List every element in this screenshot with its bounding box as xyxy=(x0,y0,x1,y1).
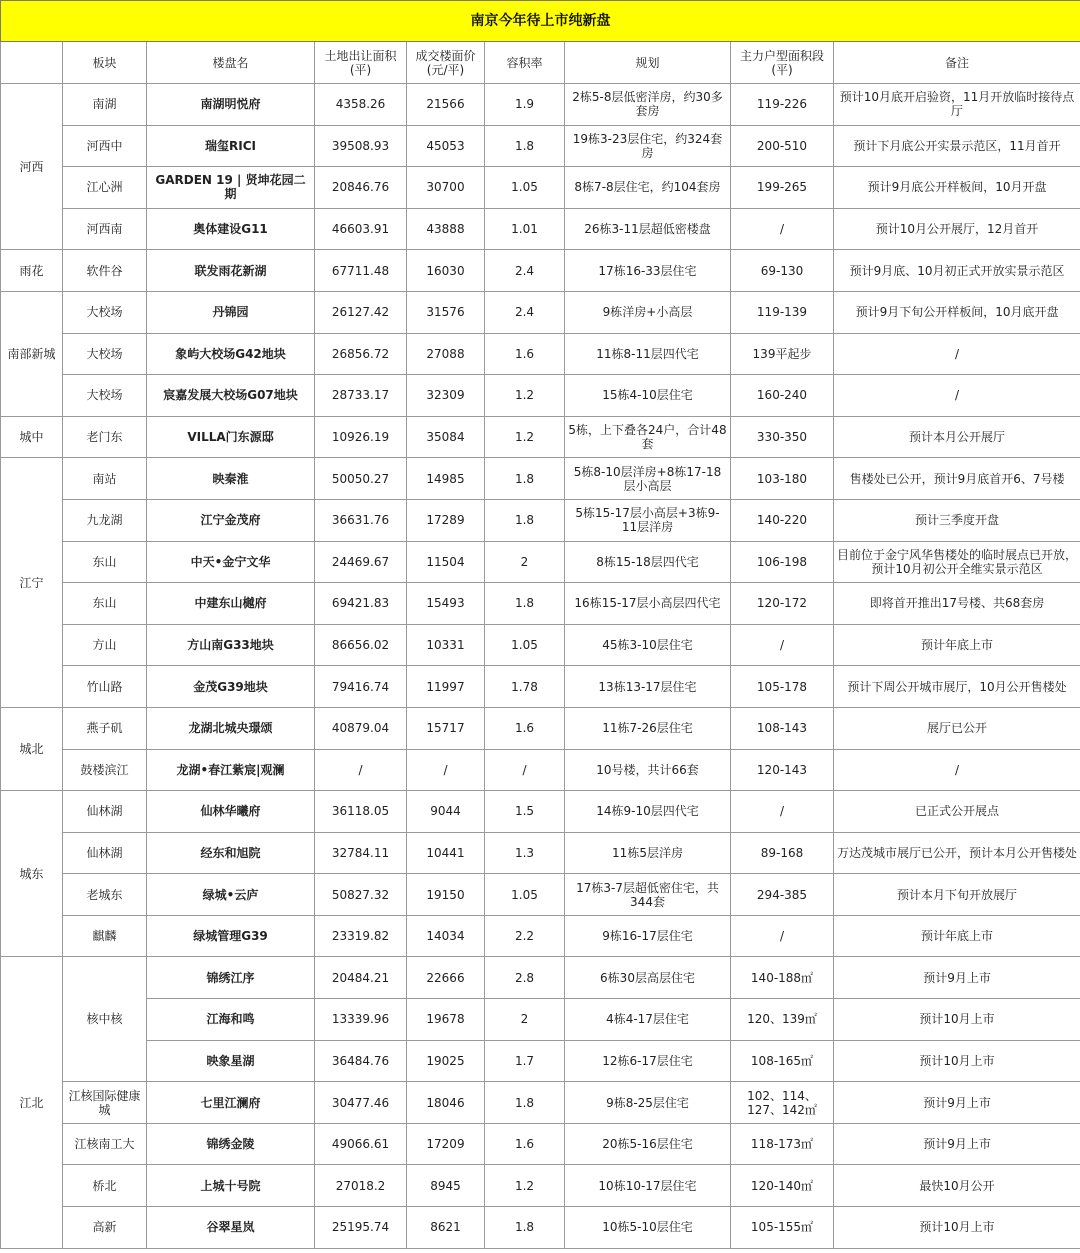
cell-note: 预计下周公开城市展厅，10月公开售楼处 xyxy=(834,666,1080,708)
cell-unit: 140-220 xyxy=(731,499,834,541)
cell-plan: 11栋5层洋房 xyxy=(565,832,731,874)
table-row xyxy=(1,874,1080,916)
cell-area: 26127.42 xyxy=(315,291,407,333)
cell-area: 26856.72 xyxy=(315,333,407,375)
table-row xyxy=(1,707,1080,749)
cell-area: 67711.48 xyxy=(315,250,407,292)
cell-plan: 8栋15-18层四代宅 xyxy=(565,541,731,583)
cell-area: 4358.26 xyxy=(315,84,407,126)
cell-name: 联发雨花新湖 xyxy=(147,250,315,292)
cell-price: 11504 xyxy=(407,541,485,583)
cell-block: 河西南 xyxy=(63,208,147,250)
cell-area: 50050.27 xyxy=(315,458,407,500)
cell-unit: 118-173㎡ xyxy=(731,1123,834,1165)
cell-unit: 103-180 xyxy=(731,458,834,500)
cell-plan: 13栋13-17层住宅 xyxy=(565,666,731,708)
cell-unit: / xyxy=(731,791,834,833)
cell-area: 39508.93 xyxy=(315,125,407,167)
cell-unit: 119-139 xyxy=(731,291,834,333)
cell-unit: 119-226 xyxy=(731,84,834,126)
cell-block: 方山 xyxy=(63,624,147,666)
cell-unit: 105-155㎡ xyxy=(731,1207,834,1249)
cell-plan: 17栋16-33层住宅 xyxy=(565,250,731,292)
cell-note: 预计9月上市 xyxy=(834,1123,1080,1165)
cell-block: 大校场 xyxy=(63,291,147,333)
cell-unit: 199-265 xyxy=(731,167,834,209)
cell-block: 燕子矶 xyxy=(63,707,147,749)
cell-area: 36118.05 xyxy=(315,791,407,833)
cell-area: 69421.83 xyxy=(315,583,407,625)
cell-far: 2 xyxy=(485,541,565,583)
header-plan: 规划 xyxy=(565,42,731,84)
cell-far: 1.8 xyxy=(485,1207,565,1249)
cell-name: 映象星湖 xyxy=(147,1040,315,1082)
cell-block: 东山 xyxy=(63,541,147,583)
cell-plan: 19栋3-23层住宅，约324套房 xyxy=(565,125,731,167)
cell-name: 中天•金宁文华 xyxy=(147,541,315,583)
cell-unit: 105-178 xyxy=(731,666,834,708)
cell-note: 预计年底上市 xyxy=(834,624,1080,666)
cell-plan: 11栋8-11层四代宅 xyxy=(565,333,731,375)
cell-district: 江宁 xyxy=(1,458,63,708)
cell-note: 预计10月上市 xyxy=(834,1207,1080,1249)
cell-note: 预计下月底公开实景示范区，11月首开 xyxy=(834,125,1080,167)
table-row xyxy=(1,1082,1080,1124)
cell-name: GARDEN 19 | 贤坤花园二期 xyxy=(147,167,315,209)
table-row xyxy=(1,1207,1080,1249)
cell-name: 金茂G39地块 xyxy=(147,666,315,708)
cell-note: 预计10月上市 xyxy=(834,999,1080,1041)
table-row xyxy=(1,250,1080,292)
cell-note: 目前位于金宁风华售楼处的临时展点已开放，预计10月初公开全维实景示范区 xyxy=(834,541,1080,583)
cell-block: 南湖 xyxy=(63,84,147,126)
cell-name: 龙湖北城央璟颂 xyxy=(147,707,315,749)
table-row xyxy=(1,208,1080,250)
cell-area: 40879.04 xyxy=(315,707,407,749)
cell-area: 20484.21 xyxy=(315,957,407,999)
cell-price: 43888 xyxy=(407,208,485,250)
cell-area: 20846.76 xyxy=(315,167,407,209)
cell-unit: 120-143 xyxy=(731,749,834,791)
cell-name: 龙湖•春江紫宸|观澜 xyxy=(147,749,315,791)
cell-block: 仙林湖 xyxy=(63,791,147,833)
table-row xyxy=(1,125,1080,167)
cell-name: 七里江澜府 xyxy=(147,1082,315,1124)
cell-price: 17289 xyxy=(407,499,485,541)
cell-far: / xyxy=(485,749,565,791)
cell-area: 36484.76 xyxy=(315,1040,407,1082)
cell-far: 1.5 xyxy=(485,791,565,833)
cell-area: 27018.2 xyxy=(315,1165,407,1207)
cell-note: 预计9月底、10月初正式开放实景示范区 xyxy=(834,250,1080,292)
table-row xyxy=(1,624,1080,666)
cell-price: 21566 xyxy=(407,84,485,126)
header-block: 板块 xyxy=(63,42,147,84)
table-row xyxy=(1,957,1080,999)
cell-note: 即将首开推出17号楼、共68套房 xyxy=(834,583,1080,625)
cell-note: 预计10月上市 xyxy=(834,1040,1080,1082)
cell-district: 雨花 xyxy=(1,250,63,292)
cell-block: 鼓楼滨江 xyxy=(63,749,147,791)
cell-price: 9044 xyxy=(407,791,485,833)
table-row xyxy=(1,832,1080,874)
header-far: 容积率 xyxy=(485,42,565,84)
cell-price: 17209 xyxy=(407,1123,485,1165)
cell-far: 1.8 xyxy=(485,499,565,541)
cell-plan: 8栋7-8层住宅，约104套房 xyxy=(565,167,731,209)
cell-note: 预计9月上市 xyxy=(834,957,1080,999)
cell-block: 仙林湖 xyxy=(63,832,147,874)
cell-district: 城北 xyxy=(1,707,63,790)
cell-plan: 10栋5-10层住宅 xyxy=(565,1207,731,1249)
cell-name: 宸嘉发展大校场G07地块 xyxy=(147,375,315,417)
cell-area: 24469.67 xyxy=(315,541,407,583)
cell-unit: 102、114、127、142㎡ xyxy=(731,1082,834,1124)
cell-area: 49066.61 xyxy=(315,1123,407,1165)
cell-area: 46603.91 xyxy=(315,208,407,250)
cell-far: 1.7 xyxy=(485,1040,565,1082)
cell-far: 1.6 xyxy=(485,707,565,749)
cell-price: 10331 xyxy=(407,624,485,666)
cell-area: 32784.11 xyxy=(315,832,407,874)
cell-price: 15493 xyxy=(407,583,485,625)
cell-note: 预计9月底公开样板间，10月开盘 xyxy=(834,167,1080,209)
cell-price: 27088 xyxy=(407,333,485,375)
cell-far: 1.05 xyxy=(485,624,565,666)
cell-block: 竹山路 xyxy=(63,666,147,708)
table-row xyxy=(1,1040,1080,1082)
table-row xyxy=(1,458,1080,500)
cell-name: 绿城管理G39 xyxy=(147,915,315,957)
cell-plan: 14栋9-10层四代宅 xyxy=(565,791,731,833)
cell-far: 1.8 xyxy=(485,583,565,625)
table-row xyxy=(1,541,1080,583)
cell-name: 方山南G33地块 xyxy=(147,624,315,666)
cell-price: 14034 xyxy=(407,915,485,957)
cell-price: 45053 xyxy=(407,125,485,167)
cell-far: 1.3 xyxy=(485,832,565,874)
cell-price: 10441 xyxy=(407,832,485,874)
cell-unit: 106-198 xyxy=(731,541,834,583)
table-row xyxy=(1,291,1080,333)
header-price: 成交楼面价 (元/平) xyxy=(407,42,485,84)
cell-block: 东山 xyxy=(63,583,147,625)
cell-area: 28733.17 xyxy=(315,375,407,417)
cell-far: 1.8 xyxy=(485,458,565,500)
cell-plan: 11栋7-26层住宅 xyxy=(565,707,731,749)
cell-plan: 5栋8-10层洋房+8栋17-18层小高层 xyxy=(565,458,731,500)
cell-block: 麒麟 xyxy=(63,915,147,957)
cell-block: 江核南工大 xyxy=(63,1123,147,1165)
cell-far: 1.2 xyxy=(485,416,565,458)
cell-unit: / xyxy=(731,624,834,666)
cell-plan: 10号楼，共计66套 xyxy=(565,749,731,791)
cell-plan: 6栋30层高层住宅 xyxy=(565,957,731,999)
cell-far: 2 xyxy=(485,999,565,1041)
cell-name: 上城十号院 xyxy=(147,1165,315,1207)
cell-name: 南湖明悦府 xyxy=(147,84,315,126)
header-district xyxy=(1,42,63,84)
header-name: 楼盘名 xyxy=(147,42,315,84)
cell-unit: 89-168 xyxy=(731,832,834,874)
cell-name: 奥体建设G11 xyxy=(147,208,315,250)
cell-name: 谷翠星岚 xyxy=(147,1207,315,1249)
cell-plan: 9栋16-17层住宅 xyxy=(565,915,731,957)
cell-block: 桥北 xyxy=(63,1165,147,1207)
cell-name: 绿城•云庐 xyxy=(147,874,315,916)
cell-far: 1.2 xyxy=(485,375,565,417)
cell-note: 预计本月下旬开放展厅 xyxy=(834,874,1080,916)
cell-plan: 15栋4-10层住宅 xyxy=(565,375,731,417)
cell-name: 锦绣江序 xyxy=(147,957,315,999)
cell-district: 南部新城 xyxy=(1,291,63,416)
table-row xyxy=(1,999,1080,1041)
cell-far: 1.6 xyxy=(485,1123,565,1165)
cell-name: 经东和旭院 xyxy=(147,832,315,874)
cell-plan: 5栋，上下叠各24户，合计48套 xyxy=(565,416,731,458)
cell-block: 软件谷 xyxy=(63,250,147,292)
cell-price: 8945 xyxy=(407,1165,485,1207)
cell-unit: 108-165㎡ xyxy=(731,1040,834,1082)
cell-note: 预计10月底开启验资，11月开放临时接待点厅 xyxy=(834,84,1080,126)
cell-far: 2.4 xyxy=(485,250,565,292)
cell-name: VILLA门东源邸 xyxy=(147,416,315,458)
cell-area: 23319.82 xyxy=(315,915,407,957)
cell-name: 映秦淮 xyxy=(147,458,315,500)
cell-price: 11997 xyxy=(407,666,485,708)
cell-district: 河西 xyxy=(1,84,63,250)
cell-plan: 45栋3-10层住宅 xyxy=(565,624,731,666)
header-row xyxy=(1,42,1080,84)
cell-area: 86656.02 xyxy=(315,624,407,666)
cell-plan: 26栋3-11层超低密楼盘 xyxy=(565,208,731,250)
table-row xyxy=(1,1123,1080,1165)
cell-area: 25195.74 xyxy=(315,1207,407,1249)
cell-unit: 160-240 xyxy=(731,375,834,417)
cell-far: 1.9 xyxy=(485,84,565,126)
cell-area: 10926.19 xyxy=(315,416,407,458)
cell-note: 预计本月公开展厅 xyxy=(834,416,1080,458)
cell-price: / xyxy=(407,749,485,791)
cell-note: 已正式公开展点 xyxy=(834,791,1080,833)
cell-area: 50827.32 xyxy=(315,874,407,916)
cell-note: 预计三季度开盘 xyxy=(834,499,1080,541)
cell-block: 高新 xyxy=(63,1207,147,1249)
cell-note: / xyxy=(834,333,1080,375)
cell-block: 江心洲 xyxy=(63,167,147,209)
table-row xyxy=(1,1165,1080,1207)
cell-note: 预计10月公开展厅，12月首开 xyxy=(834,208,1080,250)
cell-block: 九龙湖 xyxy=(63,499,147,541)
cell-area: 30477.46 xyxy=(315,1082,407,1124)
cell-note: 万达茂城市展厅已公开，预计本月公开售楼处 xyxy=(834,832,1080,874)
cell-note: / xyxy=(834,749,1080,791)
cell-unit: 200-510 xyxy=(731,125,834,167)
cell-price: 22666 xyxy=(407,957,485,999)
table-row xyxy=(1,416,1080,458)
cell-plan: 9栋8-25层住宅 xyxy=(565,1082,731,1124)
cell-name: 象屿大校场G42地块 xyxy=(147,333,315,375)
cell-plan: 9栋洋房+小高层 xyxy=(565,291,731,333)
cell-block: 江核国际健康城 xyxy=(63,1082,147,1124)
cell-price: 35084 xyxy=(407,416,485,458)
cell-plan: 4栋4-17层住宅 xyxy=(565,999,731,1041)
cell-plan: 5栋15-17层小高层+3栋9-11层洋房 xyxy=(565,499,731,541)
cell-name: 江宁金茂府 xyxy=(147,499,315,541)
cell-price: 19150 xyxy=(407,874,485,916)
cell-plan: 10栋10-17层住宅 xyxy=(565,1165,731,1207)
cell-area: 13339.96 xyxy=(315,999,407,1041)
table-row xyxy=(1,791,1080,833)
cell-block: 核中核 xyxy=(63,957,147,1082)
cell-price: 16030 xyxy=(407,250,485,292)
cell-note: 售楼处已公开，预计9月底首开6、7号楼 xyxy=(834,458,1080,500)
cell-unit: 139平起步 xyxy=(731,333,834,375)
cell-unit: 120-172 xyxy=(731,583,834,625)
cell-note: / xyxy=(834,375,1080,417)
cell-price: 15717 xyxy=(407,707,485,749)
cell-note: 预计年底上市 xyxy=(834,915,1080,957)
cell-note: 预计9月下旬公开样板间，10月底开盘 xyxy=(834,291,1080,333)
cell-far: 1.01 xyxy=(485,208,565,250)
table-row xyxy=(1,84,1080,126)
table-title-row xyxy=(1,1,1080,42)
cell-note: 最快10月公开 xyxy=(834,1165,1080,1207)
cell-unit: 294-385 xyxy=(731,874,834,916)
header-unit: 主力户型面积段 (平) xyxy=(731,42,834,84)
cell-unit: / xyxy=(731,208,834,250)
cell-price: 30700 xyxy=(407,167,485,209)
cell-unit: 120、139㎡ xyxy=(731,999,834,1041)
cell-block: 大校场 xyxy=(63,375,147,417)
cell-block: 老城东 xyxy=(63,874,147,916)
cell-name: 江海和鸣 xyxy=(147,999,315,1041)
cell-area: 36631.76 xyxy=(315,499,407,541)
cell-unit: 140-188㎡ xyxy=(731,957,834,999)
cell-far: 2.8 xyxy=(485,957,565,999)
cell-far: 1.05 xyxy=(485,874,565,916)
cell-unit: 108-143 xyxy=(731,707,834,749)
cell-district: 城东 xyxy=(1,791,63,957)
cell-unit: / xyxy=(731,915,834,957)
cell-far: 2.4 xyxy=(485,291,565,333)
cell-far: 1.8 xyxy=(485,1082,565,1124)
cell-plan: 20栋5-16层住宅 xyxy=(565,1123,731,1165)
cell-far: 1.78 xyxy=(485,666,565,708)
cell-price: 19678 xyxy=(407,999,485,1041)
table-title: 南京今年待上市纯新盘 xyxy=(1,1,1080,42)
header-area: 土地出让面积 (平) xyxy=(315,42,407,84)
cell-far: 1.6 xyxy=(485,333,565,375)
cell-plan: 16栋15-17层小高层四代宅 xyxy=(565,583,731,625)
cell-far: 1.2 xyxy=(485,1165,565,1207)
cell-block: 南站 xyxy=(63,458,147,500)
table-row xyxy=(1,666,1080,708)
cell-block: 河西中 xyxy=(63,125,147,167)
cell-note: 展厅已公开 xyxy=(834,707,1080,749)
cell-name: 中建东山樾府 xyxy=(147,583,315,625)
cell-name: 丹锦园 xyxy=(147,291,315,333)
cell-price: 8621 xyxy=(407,1207,485,1249)
cell-district: 城中 xyxy=(1,416,63,458)
table-row xyxy=(1,499,1080,541)
cell-price: 14985 xyxy=(407,458,485,500)
table-row xyxy=(1,749,1080,791)
cell-unit: 69-130 xyxy=(731,250,834,292)
table-row xyxy=(1,167,1080,209)
cell-block: 大校场 xyxy=(63,333,147,375)
cell-plan: 17栋3-7层超低密住宅，共344套 xyxy=(565,874,731,916)
cell-far: 1.05 xyxy=(485,167,565,209)
header-note: 备注 xyxy=(834,42,1080,84)
cell-price: 31576 xyxy=(407,291,485,333)
cell-note: 预计9月上市 xyxy=(834,1082,1080,1124)
table-row xyxy=(1,915,1080,957)
cell-district: 江北 xyxy=(1,957,63,1248)
cell-plan: 12栋6-17层住宅 xyxy=(565,1040,731,1082)
cell-block: 老门东 xyxy=(63,416,147,458)
cell-name: 锦绣金陵 xyxy=(147,1123,315,1165)
cell-unit: 330-350 xyxy=(731,416,834,458)
cell-name: 瑞玺RICI xyxy=(147,125,315,167)
cell-unit: 120-140㎡ xyxy=(731,1165,834,1207)
table-row xyxy=(1,583,1080,625)
cell-price: 18046 xyxy=(407,1082,485,1124)
cell-far: 2.2 xyxy=(485,915,565,957)
cell-name: 仙林华曦府 xyxy=(147,791,315,833)
cell-area: / xyxy=(315,749,407,791)
cell-area: 79416.74 xyxy=(315,666,407,708)
cell-far: 1.8 xyxy=(485,125,565,167)
table-row xyxy=(1,375,1080,417)
cell-plan: 2栋5-8层低密洋房，约30多套房 xyxy=(565,84,731,126)
table-row xyxy=(1,333,1080,375)
cell-price: 32309 xyxy=(407,375,485,417)
cell-price: 19025 xyxy=(407,1040,485,1082)
